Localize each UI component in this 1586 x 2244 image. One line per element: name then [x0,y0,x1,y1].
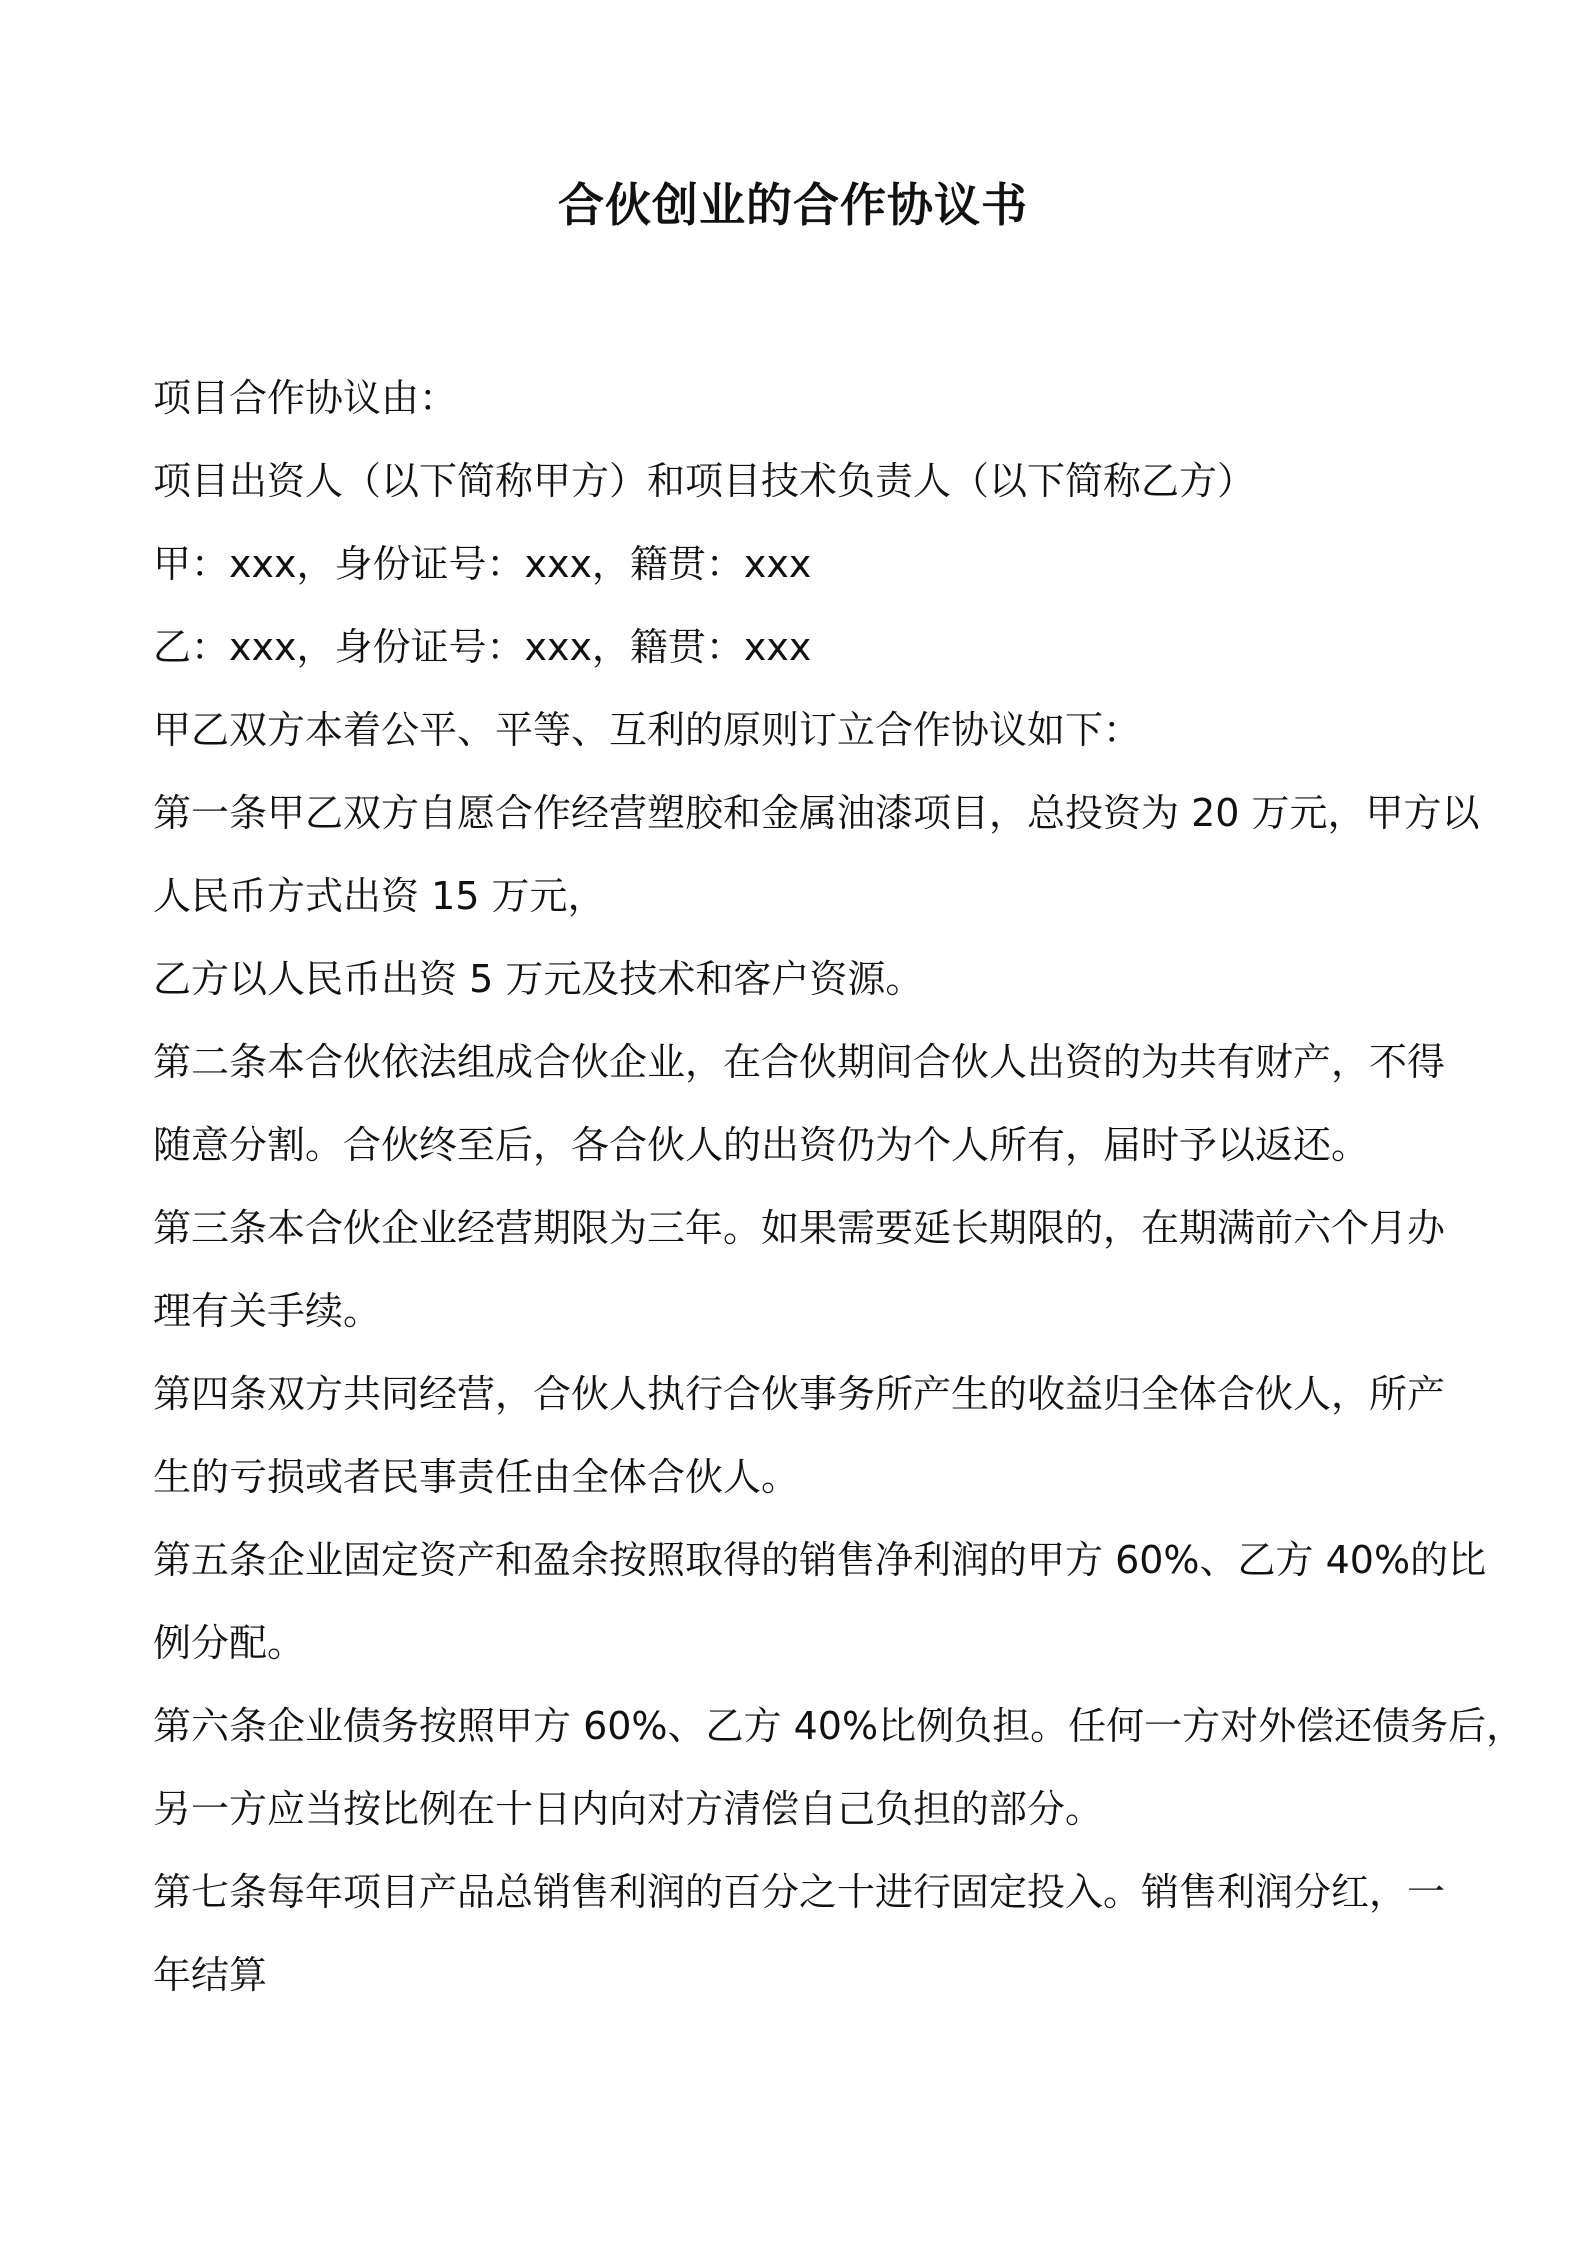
text-line: 甲：xxx，身份证号：xxx，籍贯：xxx [153,542,812,586]
text-line: 随意分割。合伙终至后，各合伙人的出资仍为个人所有，届时予以返还。 [153,1123,1370,1167]
text-line: 项目出资人（以下简称甲方）和项目技术负责人（以下简称乙方） [153,459,1256,503]
text-line: 第五条企业固定资产和盈余按照取得的销售净利润的甲方 60%、乙方 40%的比 [153,1538,1487,1582]
text-line: 第二条本合伙依法组成合伙企业，在合伙期间合伙人出资的为共有财产，不得 [153,1040,1446,1084]
text-line: 第一条甲乙双方自愿合作经营塑胶和金属油漆项目，总投资为 20 万元，甲方以 [153,791,1480,835]
text-line: 年结算 [153,1953,268,1997]
text-line: 项目合作协议由： [153,376,458,420]
text-line: 第六条企业债务按照甲方 60%、乙方 40%比例负担。任何一方对外偿还债务后， [153,1704,1525,1748]
text-line: 第四条双方共同经营，合伙人执行合伙事务所产生的收益归全体合伙人，所产 [153,1372,1446,1416]
text-line: 生的亏损或者民事责任由全体合伙人。 [153,1455,800,1499]
text-line: 乙：xxx，身份证号：xxx，籍贯：xxx [153,625,812,669]
text-line: 甲乙双方本着公平、平等、互利的原则订立合作协议如下： [153,708,1142,752]
text-line: 人民币方式出资 15 万元， [153,874,606,918]
text-line: 理有关手续。 [153,1289,382,1333]
text-line: 第三条本合伙企业经营期限为三年。如果需要延长期限的，在期满前六个月办 [153,1206,1446,1250]
document-title: 合伙创业的合作协议书 [558,178,1028,232]
text-line: 乙方以人民币出资 5 万元及技术和客户资源。 [153,957,924,1001]
text-line: 另一方应当按比例在十日内向对方清偿自己负担的部分。 [153,1787,1104,1831]
document-body [153,357,1525,2017]
text-line: 例分配。 [153,1621,306,1665]
text-line: 第七条每年项目产品总销售利润的百分之十进行固定投入。销售利润分红，一 [153,1870,1446,1914]
